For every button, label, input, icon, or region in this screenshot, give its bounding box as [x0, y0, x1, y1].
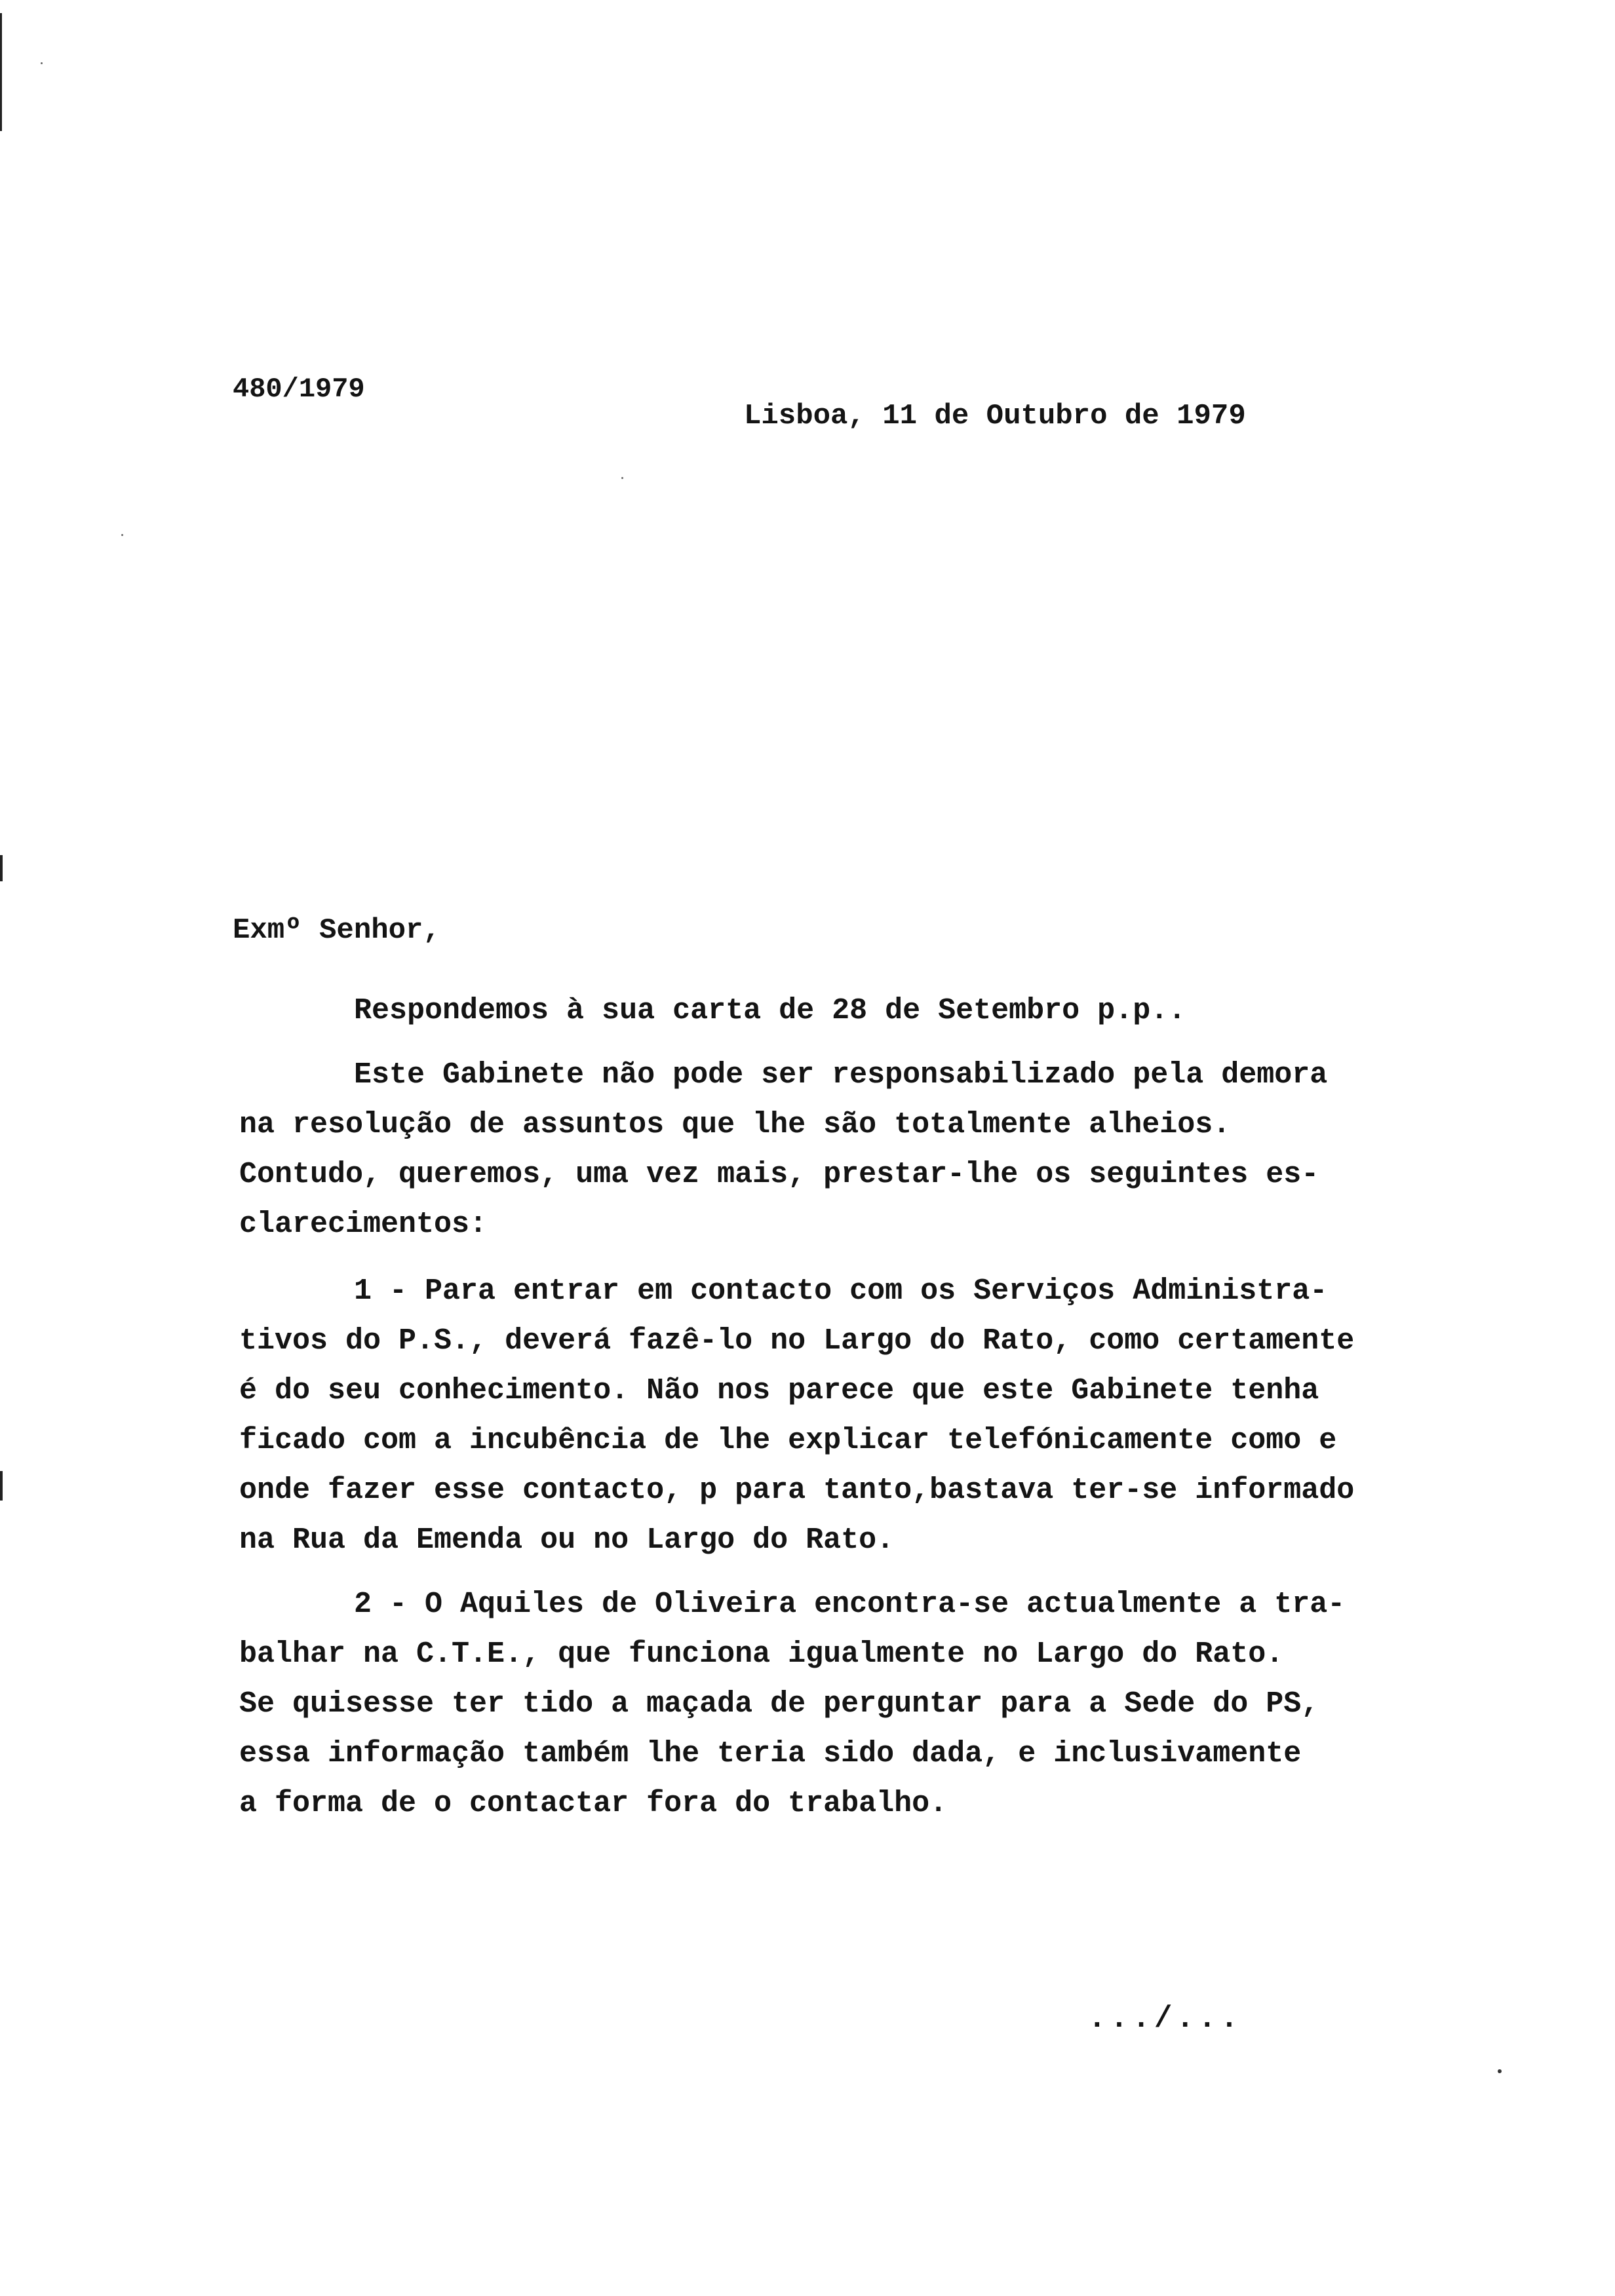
paragraph-3-line: 1 - Para entrar em contacto com os Serviços Administra- [354, 1274, 1328, 1308]
paragraph-3-line: onde fazer esse contacto, p para tanto,bastava ter-se informado [239, 1474, 1355, 1507]
scan-speck [41, 62, 43, 64]
scan-speck [621, 477, 623, 479]
reference-number: 480/1979 [233, 373, 365, 405]
paragraph-2-line: Contudo, queremos, uma vez mais, prestar-lhe os seguintes es- [239, 1158, 1319, 1191]
paragraph-1-line: Respondemos à sua carta de 28 de Setembro p.p.. [354, 994, 1186, 1027]
paragraph-3-line: é do seu conhecimento. Não nos parece que este Gabinete tenha [239, 1374, 1319, 1407]
scan-speck [121, 534, 123, 536]
paragraph-4-line: 2 - O Aquiles de Oliveira encontra-se actualmente a tra- [354, 1588, 1346, 1621]
page-continuation-mark: .../... [1088, 2002, 1243, 2036]
scan-speck [1498, 2069, 1502, 2073]
salutation: Exmº Senhor, [233, 914, 440, 947]
paragraph-2-line: clarecimentos: [239, 1208, 488, 1241]
scan-edge-mark-top [0, 13, 2, 131]
paragraph-2-line: Este Gabinete não pode ser responsabilizado pela demora [354, 1058, 1328, 1092]
paragraph-4-line: balhar na C.T.E., que funciona igualmente no Largo do Rato. [239, 1637, 1284, 1671]
scan-edge-mark-lower [0, 1471, 3, 1501]
paragraph-2-line: na resolução de assuntos que lhe são totalmente alheios. [239, 1108, 1231, 1141]
paragraph-4-line: Se quisesse ter tido a maçada de perguntar para a Sede do PS, [239, 1687, 1319, 1721]
paragraph-3-line: ficado com a incubência de lhe explicar telefónicamente como e [239, 1424, 1337, 1457]
dateline: Lisboa, 11 de Outubro de 1979 [744, 400, 1246, 432]
paragraph-4-line: essa informação também lhe teria sido dada, e inclusivamente [239, 1737, 1302, 1770]
scan-edge-mark-middle [0, 855, 3, 881]
paragraph-3-line: na Rua da Emenda ou no Largo do Rato. [239, 1523, 895, 1557]
paragraph-4-line: a forma de o contactar fora do trabalho. [239, 1787, 948, 1820]
paragraph-3-line: tivos do P.S., deverá fazê-lo no Largo do Rato, como certamente [239, 1324, 1355, 1358]
